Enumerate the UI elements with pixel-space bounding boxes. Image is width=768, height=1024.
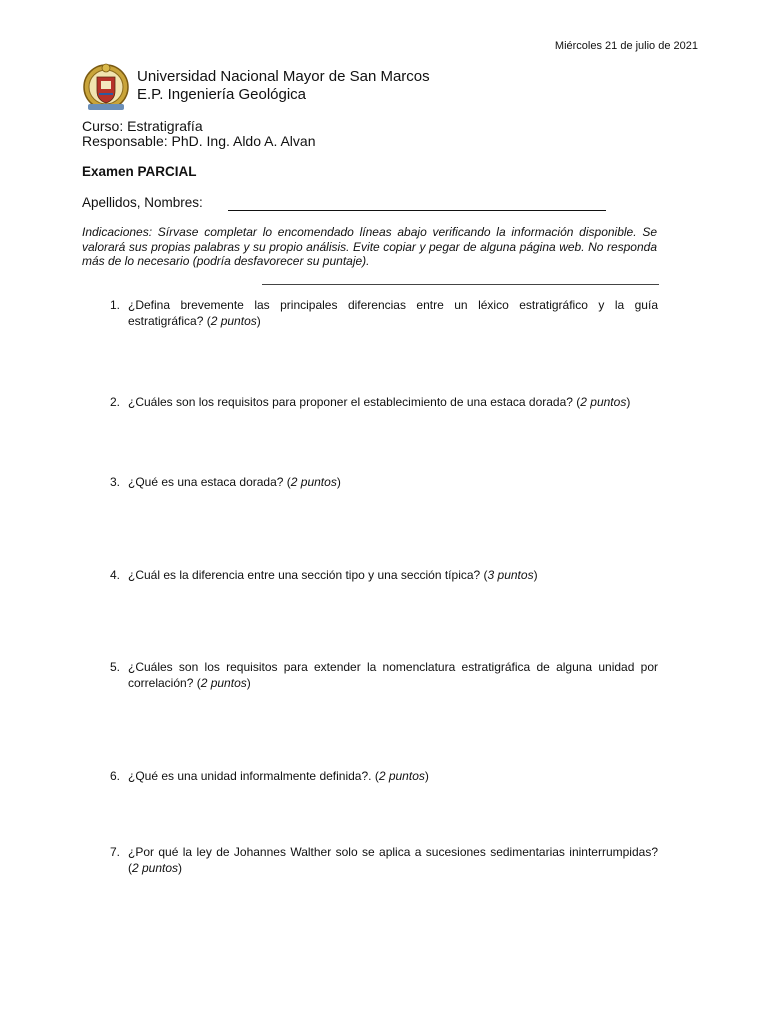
question-text: ¿Por qué la ley de Johannes Walther solo se aplica a sucesiones sedimentarias ininterrumpidas? (2 puntos) [128,845,658,875]
question-item [100,659,658,691]
question-number: 3. [109,475,120,489]
name-label: Apellidos, Nombres: [82,195,203,210]
name-answer-line[interactable] [228,210,606,211]
question-item [100,844,658,876]
question-points: 2 puntos [210,314,257,328]
university-seal-logo [83,60,129,112]
question-number: 2. [109,395,120,409]
question-points: 3 puntos [487,568,534,582]
responsible-line: Responsable: PhD. Ing. Aldo A. Alvan [82,133,316,149]
question-number: 1. [109,298,120,312]
question-number: 4. [109,568,120,582]
question-text: ¿Qué es una unidad informalmente definida?. (2 puntos) [128,769,429,783]
question-item [100,394,658,410]
question-text: ¿Cuál es la diferencia entre una sección tipo y una sección típica? (3 puntos) [128,568,538,582]
question-number: 7. [109,845,120,859]
instructions: Indicaciones: Sírvase completar lo encomendado líneas abajo verificando la información disponible. Se valorará sus propias palabras y su propio análisis. Evite copiar y pegar de alguna página web. No responda más de lo necesario (podría desfavorecer su puntaje). [82,225,657,268]
question-item [100,567,658,583]
question-points: 2 puntos [378,769,425,783]
section-divider [262,284,659,285]
course-line: Curso: Estratigrafía [82,118,203,134]
exam-title: Examen PARCIAL [82,164,197,179]
exam-date: Miércoles 21 de julio de 2021 [554,40,698,52]
question-number: 6. [109,769,120,783]
school-name: E.P. Ingeniería Geológica [137,86,307,103]
question-text: ¿Defina brevemente las principales diferencias entre un léxico estratigráfico y la guía estratigráfica? (2 puntos) [128,298,658,328]
question-points: 2 puntos [290,475,337,489]
question-points: 2 puntos [200,676,247,690]
question-points: 2 puntos [132,861,179,875]
question-text: ¿Cuáles son los requisitos para extender la nomenclatura estratigráfica de alguna unidad por correlación? (2 puntos) [128,660,658,690]
question-text: ¿Cuáles son los requisitos para proponer el establecimiento de una estaca dorada? (2 puntos) [128,395,631,409]
question-text: ¿Qué es una estaca dorada? (2 puntos) [128,475,341,489]
university-name: Universidad Nacional Mayor de San Marcos [137,68,430,85]
question-item [100,768,658,784]
question-number: 5. [109,660,120,674]
question-item [100,474,658,490]
question-points: 2 puntos [580,395,627,409]
question-item [100,297,658,329]
